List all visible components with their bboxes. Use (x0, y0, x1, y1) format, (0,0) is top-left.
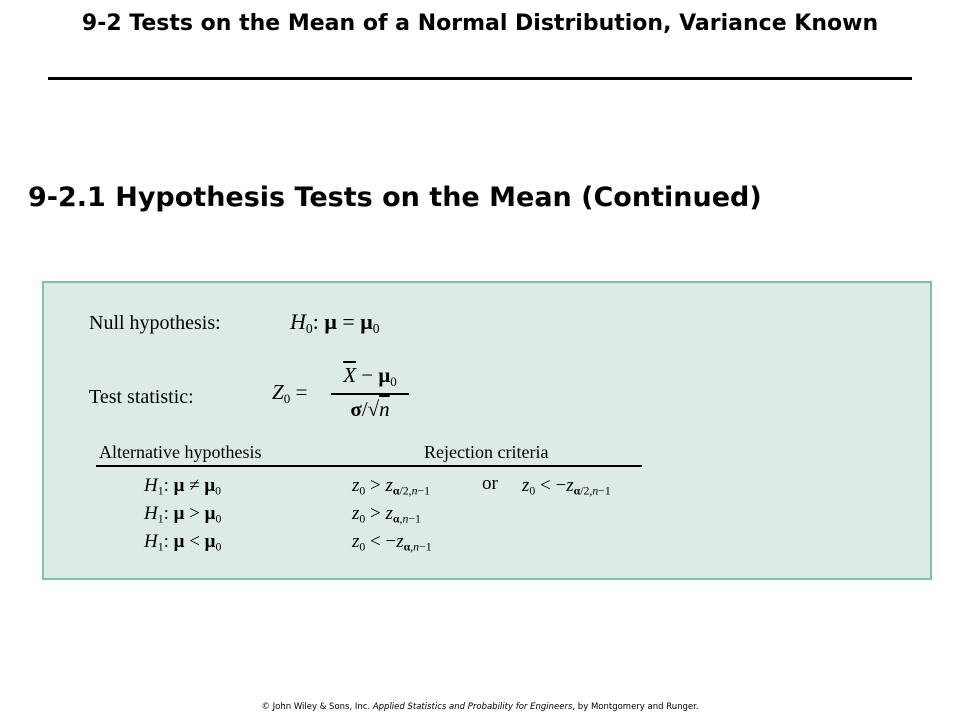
slide-title: 9-2 Tests on the Mean of a Normal Distribution, Variance Known (81, 11, 879, 36)
formula-box (42, 281, 932, 580)
slide-subtitle: 9-2.1 Hypothesis Tests on the Mean (Continued) (28, 182, 762, 213)
table-row-alternative: $H_1$: $\mu \ne \mu_0$ (144, 475, 222, 498)
footer-book-title: Applied Statistics and Probability for Engineers (372, 702, 573, 712)
table-row-alternative: $H_1$: $\mu > \mu_0$ (144, 503, 222, 526)
fraction-bar (331, 393, 409, 395)
test-statistic-lhs: $Z_0$ = (272, 380, 308, 406)
footer-suffix: , by Montgomery and Runger. (572, 702, 699, 712)
table-row-alternative: $H_1$: $\mu < \mu_0$ (144, 531, 222, 554)
copyright-footer (0, 701, 960, 713)
table-row-criteria-alt: $z_0 < -z_{\alpha/2,n-1}$ (522, 475, 611, 498)
table-row-criteria: $z_0 > z_{\alpha/2,n-1}$ (352, 475, 431, 498)
null-hypothesis-label: Null hypothesis: (89, 312, 221, 334)
table-header-rule (96, 465, 642, 467)
table-or-word: or (482, 473, 498, 494)
table-header-alternative: Alternative hypothesis (99, 442, 262, 462)
fraction-denominator: σ/√n (350, 397, 390, 421)
test-statistic-label: Test statistic: (89, 386, 194, 408)
null-hypothesis-equation: $H_0$: $\mu = \mu_0$ (290, 309, 380, 337)
table-header-rejection: Rejection criteria (424, 442, 549, 462)
title-underline (48, 77, 912, 80)
fraction-numerator: $\overline{X} - \mu_0$ (343, 363, 397, 389)
footer-prefix: © John Wiley & Sons, Inc. (261, 702, 371, 712)
table-row-criteria: $z_0 > z_{\alpha,n-1}$ (352, 503, 421, 526)
table-row-criteria: $z_0 < -z_{\alpha,n-1}$ (352, 531, 432, 554)
